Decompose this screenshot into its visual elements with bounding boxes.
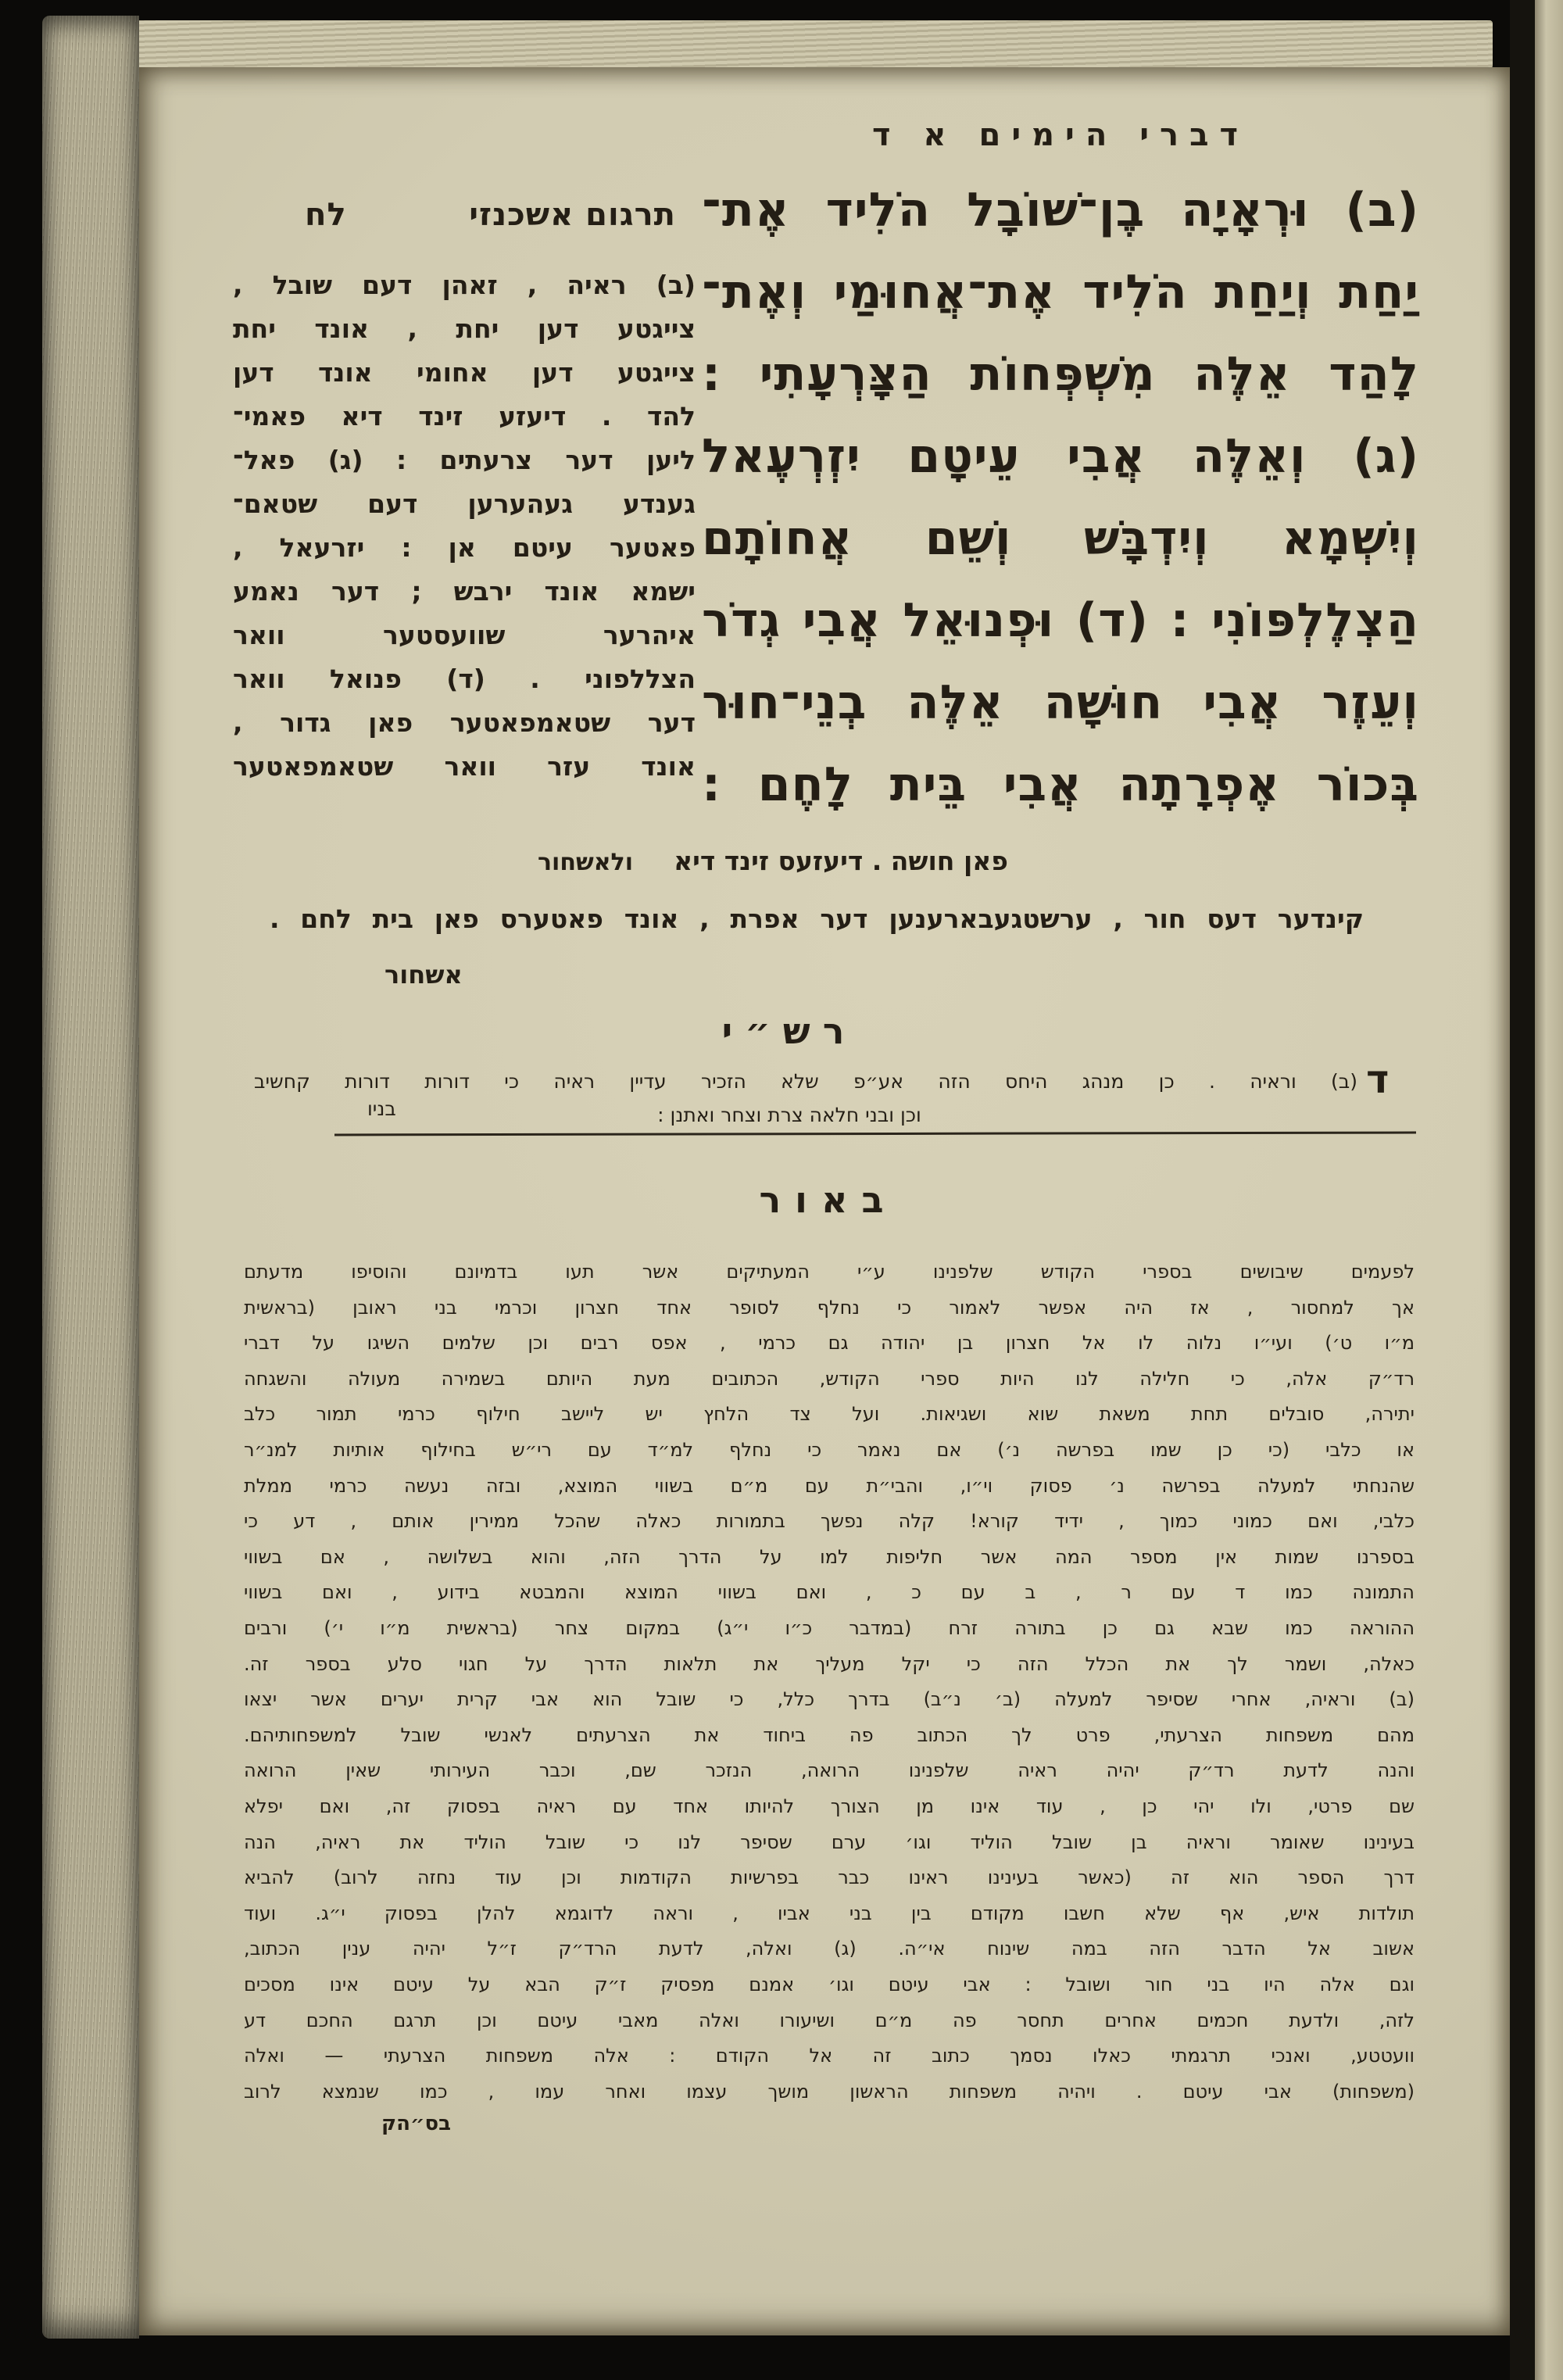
biur-text-line: אשוב אל הדבר הזה במה שינוח אי״ה. (ג) ואלה, לדעת הרד״ק ז״ל יהיה ענין הכתוב,	[244, 1938, 1415, 1959]
translation-line: הצללפוני . (ד) פנואל וואר	[233, 664, 696, 694]
biur-text-line: דרך הספר הוא זה (כאשר בעינינו ראינו כבר בפרשיות הקודמות וכן עוד נחזה לרוב) להביא	[244, 1866, 1415, 1888]
biur-text-line: שהנחתי למעלה בפרשה נ׳ פסוק וי״ו, והבי״ת עם מ״ם בשווי המוצא, ובזה נעשה כרמי ממלת	[244, 1475, 1415, 1497]
translation-line: איהרער שוועסטער וואר	[233, 620, 696, 650]
verse-line: יַחַת וְיַחַת הֹלִיד אֶת־אֲחוּמַי וְאֶת־	[702, 265, 1419, 320]
biur-text-line: והנה לדעת רד״ק יהיה ראיה שלפנינו הרואה, הנזכר שם, וכבר העירותי שאין הרואה	[244, 1759, 1415, 1781]
translation-line: ליען דער צרעתים : (ג) פאל־	[233, 445, 696, 475]
translation-line: פאן חושה . דיעזעס זינד דיא	[674, 846, 1008, 876]
biur-text-line: ההוראה כמו שבא גם כן בתורה זרח (במדבר כ״ו י״ג) במקום צחר (בראשית מ״ו י׳) ורבים	[244, 1617, 1415, 1639]
translation-line: צייגטע דען יחת , אונד יחת	[233, 313, 696, 344]
book-page-stack-fore-edge	[42, 16, 139, 2339]
translation-line: להד . דיעזע זינד דיא פאמי־	[233, 401, 696, 431]
biur-text-line: כלבי, ואם כמוני כמוך , ידיד קורא! קלה נפשך בתמורות כאלה שהכל ממירין אותם , דע כי	[244, 1510, 1415, 1532]
verse-line: (ג) וְאֵלֶּה אֲבִי עֵיטָם יִזְרְעֶאל	[702, 429, 1419, 484]
biur-text-line: לפעמים שיבושים בספרי הקודש שלפנינו ע״י המעתיקים אשר תעו בדמיונם והוסיפו מדעתם	[244, 1261, 1415, 1283]
book-page-stack-top-edge	[94, 20, 1493, 69]
biur-text-line: (ב) וראיה, אחרי שסיפר למעלה (ב׳ נ״ב) בדרך כלל, כי שובל הוא אבי קרית יערים אשר יצאו	[244, 1688, 1415, 1710]
translation-line: פאטער עיטם אן : יזרעאל ,	[233, 532, 696, 563]
folio-number: לח	[305, 197, 347, 233]
next-verse-catchword: ולאשחור	[538, 849, 634, 876]
biur-text-line: אך למחסור , אז היה אפשר לאמור כי נחלף לסופר אחד חצרון וכרמי בני ראובן (בראשית	[244, 1297, 1415, 1319]
translation-line: (ב) ראיה , זאהן דעם שובל ,	[233, 270, 696, 300]
biur-text-line: לזה, ולדעת חכמים אחרים תחסר פה מ״ם ושיעורו ואלה מאבי עיטם וכן תרגם החכם דע	[244, 2010, 1415, 2031]
biur-text-line: שם פרטי, ולו יהי כן , עוד אינו מן הצורך להיותו אחד עם ראיה בפסוק זה, ואם יפלא	[244, 1795, 1415, 1817]
translation-column-header	[305, 197, 676, 233]
book-chapter-header: דברי הימים א ד	[871, 117, 1249, 153]
verse-line: בְּכוֹר אֶפְרָתָה אֲבִי בֵּית לָחֶם :	[702, 757, 1419, 812]
biur-text-line: וגם אלה היו בני חור ושובל : אבי עיטם וגו׳ אמנם מפסיק ז״ק הבא על עיטם אינו מסכים	[244, 1974, 1415, 1995]
translation-line: צייגטע דען אחומי אונד דען	[233, 357, 696, 388]
biur-text-line: מ״ו ט׳) ועי״ו נלוה לו אל חצרון בן יהודה גם כרמי , אפס רבים וכן שלמים השיגו על דברי	[244, 1332, 1415, 1354]
translation-line: גענדע געהערען דעם שטאם־	[233, 489, 696, 519]
biur-text-line: כאלה, ושמר לך את הכלל הזה כי יקל מעליך את תלאות הדרך על חגוי סלע בספר זה.	[244, 1653, 1415, 1675]
rashi-section-header: רש״י	[721, 1010, 857, 1052]
biur-text-line: יתירה, סובלים תחת משאת שוא ושגיאות. ועל צד הלחץ יש ליישב חילוף כרמי תמור כלב	[244, 1403, 1415, 1425]
biur-text-line: התמונה כמו ד עם ר , ב עם כ , ואם בשווי המוצא והמבטא בידוע , ואם בשווי	[244, 1581, 1415, 1603]
translation-catchword: אשחור	[384, 960, 463, 990]
translation-line: ישמא אונד ירבש ; דער נאמע	[233, 576, 696, 607]
rashi-catchword: בניו	[367, 1097, 396, 1120]
translation-continuation-line: קינדער דעס חור , ערשטגעבארענען דער אפרת , אונד פאטערס פאן בית לחם .	[270, 904, 1364, 934]
biur-text-line: בספרנו שמות אין מספר המה אשר חליפות למו על הדרך הזה, והוא בשלושה , אם בשווי	[244, 1546, 1415, 1568]
verse-line: וְיִשְׁמָא וְיִדְבָּשׁ וְשֵׁם אֲחוֹתָם	[702, 511, 1419, 566]
translation-column-title: תרגום אשכנזי	[469, 197, 676, 233]
biur-text-line: רד״ק אלה, כי חלילה לנו היות ספרי הקודש, הכתובים מעת היותם בשמירה מעולה והשגחה	[244, 1368, 1415, 1390]
gutter-shadow	[1510, 0, 1535, 2380]
biur-catchword: בס״הק	[381, 2112, 451, 2135]
rashi-text-line: וכן ובני חלאה צרת וצחר ואתנן :	[657, 1104, 921, 1126]
biur-text-line: מהם משפחות הצרעתי, פרט לך הכתוב פה ביחוד את הצרעתים לאנשי שובל למשפחותיהם.	[244, 1724, 1415, 1746]
biur-text-line: או כלבי (כי כן שמו בפרשה נ׳) אם נאמר כי נחלף למ״ד עם רי״ש בחילוף אותיות למנ״ר	[244, 1439, 1415, 1461]
verse-line: הַצְלֶלְפּוֹנִי : (ד) וּפְנוּאֵל אֲבִי גְדֹר	[702, 593, 1419, 648]
biur-text-line: וועטטע, ואנכי תרגמתי כאלו נסמך כתוב זה אל הקודם : אלה משפחות הצרעתי — ואלה	[244, 2045, 1415, 2067]
biur-text-line: (משפחות) אבי עיטם . ויהיה משפחות הראשון מושך עצמו ואחר עמו , כמו שנמצא לרוב	[244, 2081, 1415, 2103]
translation-line: אונד עזר וואר שטאמפאטער	[233, 751, 696, 782]
facing-page-edge	[1535, 0, 1563, 2380]
biur-text-line: בעינינו שאומר וראיה בן שובל הוליד וגו׳ ערם שסיפר לנו כי שובל הוליד את ראיה, הנה	[244, 1831, 1415, 1853]
verse-line: לָהַד אֵלֶּה מִשְׁפְּחוֹת הַצָּרְעָתִי :	[702, 347, 1419, 402]
verse-line: וְעֵזֶר אֲבִי חוּשָׁה אֵלֶּה בְנֵי־חוּר	[702, 675, 1419, 730]
biur-section-header: באור	[759, 1179, 898, 1221]
biur-text-line: תולדות איש, אף שלא חשבו מקודם בין בני אביו , וראה לדוגמא להלן בפסוק י״ג. ועוד	[244, 1902, 1415, 1924]
verse-line: (ב) וּרְאָיָה בֶן־שׁוֹבָל הֹלִיד אֶת־	[702, 183, 1419, 238]
rashi-text-line: (ב) וראיה . כן מנהג היחס הזה אע״פ שלא הזכיר עדיין ראיה כי דורות דורות קחשיב	[254, 1070, 1357, 1093]
chapter-initial-letter: ד	[1366, 1057, 1390, 1102]
translation-line: דער שטאמפאטער פאן גדור ,	[233, 707, 696, 738]
